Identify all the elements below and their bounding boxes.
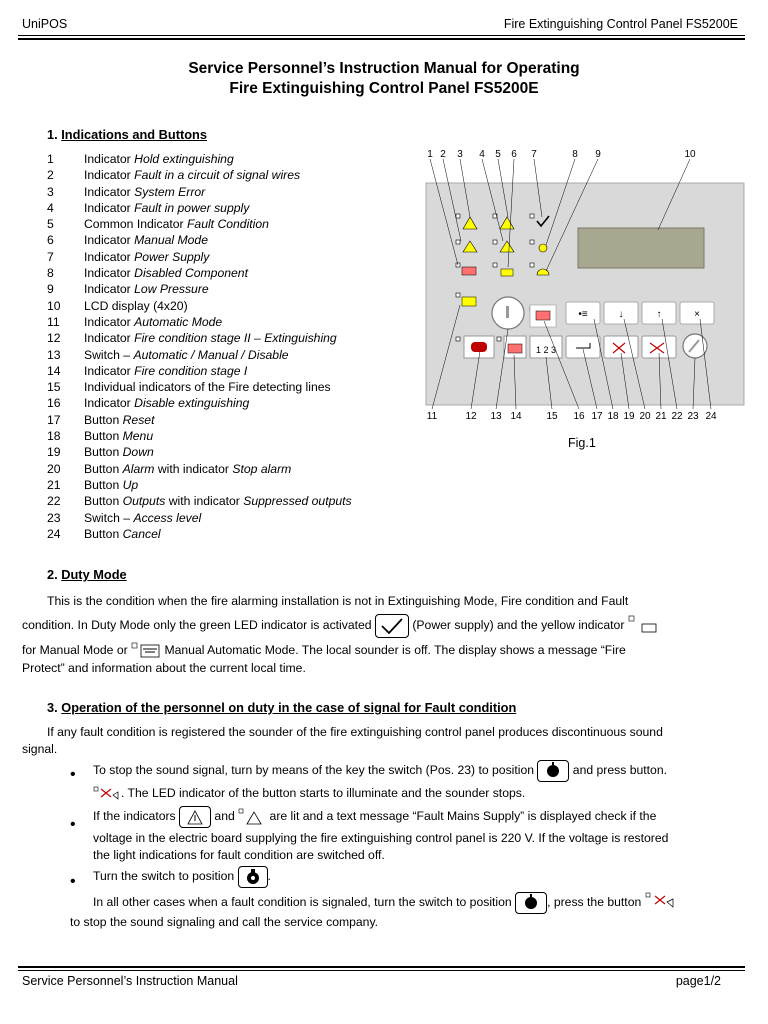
bullet1-line2: . The LED indicator of the button starts to illuminate and the sounder stops. bbox=[93, 784, 525, 802]
section3-heading: 3. Operation of the personnel on duty in the case of signal for Fault condition bbox=[47, 700, 517, 715]
power-fault-icon bbox=[238, 808, 266, 826]
lock-position-icon bbox=[238, 866, 268, 888]
section2-line4: Protect” and information about the current local time. bbox=[22, 661, 306, 675]
footer-right: page1/2 bbox=[675, 974, 721, 988]
indication-item: 20 Button Alarm with indicator Stop alarm bbox=[47, 461, 292, 476]
unlock-position-icon-2 bbox=[515, 892, 547, 914]
automatic-mode-icon bbox=[131, 642, 161, 660]
indication-item: 22 Button Outputs with indicator Suppressed outputs bbox=[47, 494, 352, 509]
figure-top-labels bbox=[427, 149, 696, 160]
figure-label-2: 2 bbox=[440, 149, 446, 160]
figure-label-1: 1 bbox=[427, 149, 433, 160]
section2-line2: condition. In Duty Mode only the green LED indicator is activated (Power supply) and the yellow indicator bbox=[22, 614, 747, 638]
bullet3-line1: Turn the switch to position . bbox=[93, 866, 271, 888]
figure-label-16: 16 bbox=[573, 411, 585, 422]
figure-label-6: 6 bbox=[511, 149, 517, 160]
indication-item: 21 Button Up bbox=[47, 477, 139, 492]
figure-label-15: 15 bbox=[546, 411, 558, 422]
figure-label-5: 5 bbox=[495, 149, 501, 160]
indication-item: 9 Indicator Low Pressure bbox=[47, 282, 209, 297]
svg-text:↓: ↓ bbox=[618, 309, 624, 320]
section3-intro2: signal. bbox=[22, 742, 58, 756]
svg-text:↑: ↑ bbox=[656, 309, 662, 320]
svg-text:×: × bbox=[694, 309, 700, 320]
panel-body bbox=[426, 183, 744, 405]
power-supply-icon bbox=[375, 614, 409, 638]
figure-label-3: 3 bbox=[457, 149, 463, 160]
bullet2-line3: the light indications for fault condition are switched off. bbox=[93, 848, 385, 862]
figure-label-20: 20 bbox=[639, 411, 651, 422]
indication-item: 18 Button Menu bbox=[47, 429, 154, 444]
indication-item: 4 Indicator Fault in power supply bbox=[47, 200, 250, 215]
figure-label-18: 18 bbox=[607, 411, 619, 422]
indication-item: 17 Button Reset bbox=[47, 412, 155, 427]
figure-label-22: 22 bbox=[671, 411, 683, 422]
indication-item: 8 Indicator Disabled Component bbox=[47, 266, 248, 281]
bullet2-line2: voltage in the electric board supplying the fire extinguishing control panel is 220 V. If the voltage is restored bbox=[93, 831, 669, 845]
reset-button bbox=[566, 336, 600, 358]
manual-mode-icon bbox=[628, 615, 660, 637]
header-rule bbox=[18, 35, 745, 36]
figure-1 bbox=[418, 145, 748, 435]
section3-para2: to stop the sound signaling and call the service company. bbox=[70, 915, 379, 929]
indication-item: 15 Individual indicators of the Fire detecting lines bbox=[47, 380, 331, 395]
indication-item: 13 Switch – Automatic / Manual / Disable bbox=[47, 347, 289, 362]
indication-item: 3 Indicator System Error bbox=[47, 184, 206, 199]
indication-item: 1 Indicator Hold extinguishing bbox=[47, 152, 234, 166]
figure-label-21: 21 bbox=[655, 411, 667, 422]
section2-heading: 2. Duty Mode bbox=[47, 567, 127, 582]
indication-item: 19 Button Down bbox=[47, 445, 154, 460]
alarm-button-icon-2 bbox=[645, 892, 677, 914]
figure-label-4: 4 bbox=[479, 149, 485, 160]
figure-label-14: 14 bbox=[510, 411, 522, 422]
section2-line3: for Manual Mode or Manual Automatic Mode. The local sounder is off. The display shows a message “Fire bbox=[22, 641, 747, 660]
svg-text:•≡: •≡ bbox=[578, 309, 588, 320]
figure-bottom-labels bbox=[427, 411, 717, 422]
indication-item: 12 Indicator Fire condition stage II – Extinguishing bbox=[47, 331, 337, 346]
bullet-1: • bbox=[70, 766, 76, 783]
figure-label-24: 24 bbox=[705, 411, 717, 422]
indication-item: 11 Indicator Automatic Mode bbox=[47, 314, 223, 329]
figure-label-9: 9 bbox=[595, 149, 601, 160]
figure-label-23: 23 bbox=[687, 411, 699, 422]
header-right: Fire Extinguishing Control Panel FS5200E bbox=[503, 17, 738, 31]
footer-rule bbox=[18, 970, 745, 971]
figure-label-11: 11 bbox=[426, 411, 438, 422]
indication-item: 7 Indicator Power Supply bbox=[47, 249, 210, 264]
bullet-3: • bbox=[70, 873, 76, 890]
figure-label-8: 8 bbox=[572, 149, 578, 160]
title-line2: Fire Extinguishing Control Panel FS5200E bbox=[229, 80, 539, 97]
zone-indicators-label: 1 2 3 bbox=[535, 345, 557, 355]
section3-para1: In all other cases when a fault condition is signaled, turn the switch to position , press the button bbox=[93, 892, 677, 914]
indication-item: 10 LCD display (4x20) bbox=[47, 298, 188, 313]
section3-intro1: If any fault condition is registered the sounder of the fire extinguishing control panel produces discontinuous sound bbox=[47, 725, 663, 739]
footer-left: Service Personnel’s Instruction Manual bbox=[22, 974, 238, 988]
figure-label-13: 13 bbox=[490, 411, 502, 422]
header-left: UniPOS bbox=[22, 17, 68, 31]
alarm-button-icon bbox=[93, 786, 121, 802]
indication-item: 23 Switch – Access level bbox=[47, 510, 202, 525]
figure-label-7: 7 bbox=[531, 149, 537, 160]
section1-heading: 1. Indications and Buttons bbox=[47, 127, 207, 142]
section2-line1: This is the condition when the fire alarming installation is not in Extinguishing Mode, Fire condition and Fault bbox=[47, 594, 629, 608]
footer-rule-thick bbox=[18, 966, 745, 968]
figure-caption: Fig.1 bbox=[568, 436, 596, 450]
indication-item: 24 Button Cancel bbox=[47, 526, 161, 541]
indication-item: 2 Indicator Fault in a circuit of signal wires bbox=[47, 168, 301, 183]
figure-label-19: 19 bbox=[623, 411, 635, 422]
lcd-display bbox=[578, 228, 704, 268]
bullet2-line1: If the indicators and are lit and a text message “Fault Mains Supply” is displayed check if the bbox=[93, 806, 656, 828]
figure-label-12: 12 bbox=[465, 411, 477, 422]
indication-item: 14 Indicator Fire condition stage I bbox=[47, 363, 248, 378]
panel-diagram bbox=[418, 145, 748, 435]
bullet-2: • bbox=[70, 816, 76, 833]
indications-list bbox=[47, 151, 427, 542]
unlock-position-icon bbox=[537, 760, 569, 782]
figure-label-10: 10 bbox=[684, 149, 696, 160]
title-line1: Service Personnel’s Instruction Manual for Operating bbox=[188, 60, 580, 77]
figure-label-17: 17 bbox=[591, 411, 603, 422]
indication-item: 6 Indicator Manual Mode bbox=[47, 233, 208, 248]
fault-warning-icon bbox=[179, 806, 211, 828]
indication-item: 5 Common Indicator Fault Condition bbox=[47, 217, 269, 232]
indication-item: 16 Indicator Disable extinguishing bbox=[47, 396, 250, 411]
header-rule-thick bbox=[18, 38, 745, 40]
bullet1-line1: To stop the sound signal, turn by means of the key the switch (Pos. 23) to position and press button. bbox=[93, 760, 667, 782]
